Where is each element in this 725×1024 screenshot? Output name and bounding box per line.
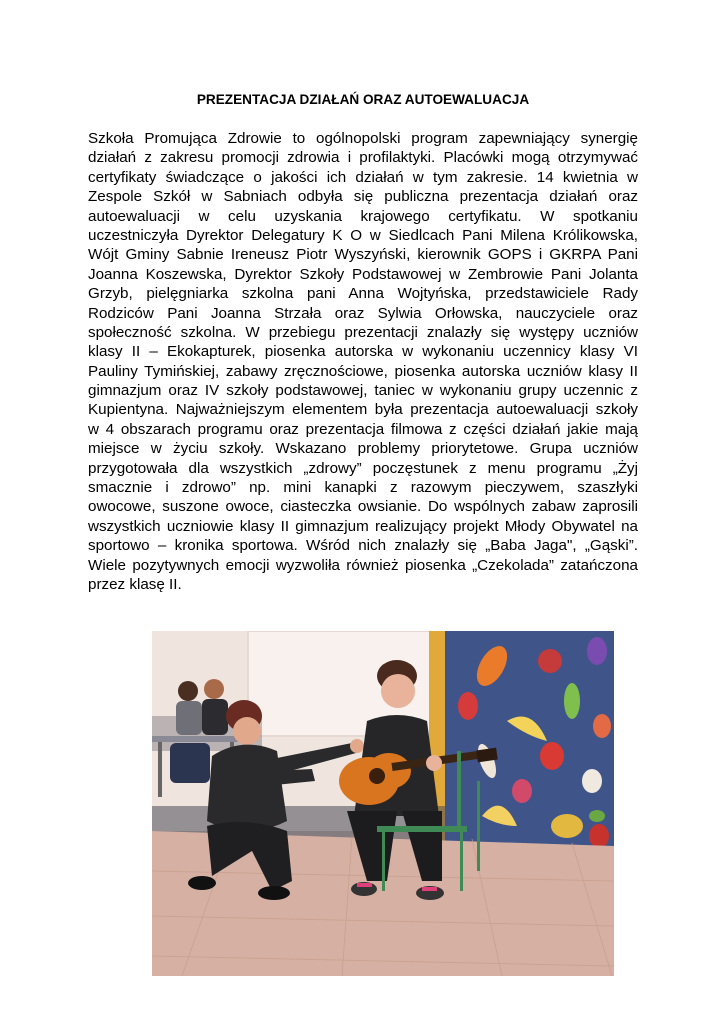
body-line: Joanna Koszewska, Dyrektor Szkoły Podstawowej w Zembrowie Pani Jolanta xyxy=(88,265,638,283)
body-line: Rodziców Pani Joanna Strzała oraz Sylwia Orłowska, nauczyciele oraz xyxy=(88,304,638,322)
body-line: przygotowała dla wszystkich „zdrowy” poczęstunek z menu programu „Żyj xyxy=(88,459,638,477)
body-line: Grzyb, pielęgniarka szkolna pani Anna Wojtyńska, przedstawiciele Rady xyxy=(88,285,638,303)
body-line: sportowo – kronika sportowa. Wśród nich znalazły się „Baba Jaga", „Gąski”. xyxy=(88,537,638,555)
body-line: w 4 obszarach programu oraz prezentacja filmowa z części działań jakie mają xyxy=(88,420,638,438)
body-line: Szkoła Promująca Zdrowie to ogólnopolski program zapewniający synergię xyxy=(88,130,638,147)
body-line: gimnazjum oraz IV szkoły podstawowej, taniec w wykonaniu grupy uczennic z xyxy=(88,382,638,400)
body-line: klasy II – Ekokapturek, piosenka autorska w wykonaniu uczennicy klasy VI xyxy=(88,343,638,361)
body-line: społeczność szkolna. W przebiegu prezentacji znalazły się występy uczniów xyxy=(88,323,638,341)
body-line: przez klasę II. xyxy=(88,575,182,593)
body-line: owocowe, suszone owoce, ciasteczka owsianie. Do wspólnych zabaw zaprosili xyxy=(88,498,638,516)
body-line: autoewaluacji w celu uzyskania krajowego certyfikatu. W spotkaniu xyxy=(88,207,638,225)
body-line: wszystkich uczniowie klasy II gimnazjum realizujący projekt Młody Obywatel na xyxy=(88,517,638,535)
body-line: Pauliny Tymińskiej, zabawy zręcznościowe, piosenka autorska uczniów klasy II xyxy=(88,362,638,380)
body-line: certyfikaty świadczące o jakości ich działań w tym zakresie. 14 kwietnia w xyxy=(88,168,638,186)
document-body xyxy=(88,129,638,594)
body-line: Kupientyna. Najważniejszym elementem była prezentacja autoewaluacji szkoły xyxy=(88,401,638,419)
body-line: Zespole Szkół w Sabniach odbyła się publiczna prezentacja działań oraz xyxy=(88,188,638,206)
body-line: uczestniczyła Dyrektor Delegatury K O w Siedlcach Pani Milena Królikowska, xyxy=(88,226,638,244)
body-line: Wójt Gminy Sabnie Ireneusz Piotr Wyszyński, kierownik GOPS i GKRPA Pani xyxy=(88,246,638,264)
photo-girl-playing-guitar xyxy=(152,631,614,976)
body-line: działań z zakresu promocji zdrowia i profilaktyki. Placówki mogą otrzymywać xyxy=(88,149,638,167)
photo-illustration xyxy=(152,631,614,976)
body-line: smacznie i zdrowo” np. mini kanapki z razowym pieczywem, szaszłyki xyxy=(88,479,638,497)
body-line: Wiele pozytywnych emocji wyzwoliła również piosenka „Czekolada” zatańczona xyxy=(88,556,638,574)
body-line: miejsce w życiu szkoły. Wskazano problemy priorytetowe. Grupa uczniów xyxy=(88,440,638,458)
document-title: PREZENTACJA DZIAŁAŃ ORAZ AUTOEWALUACJA xyxy=(196,92,530,107)
